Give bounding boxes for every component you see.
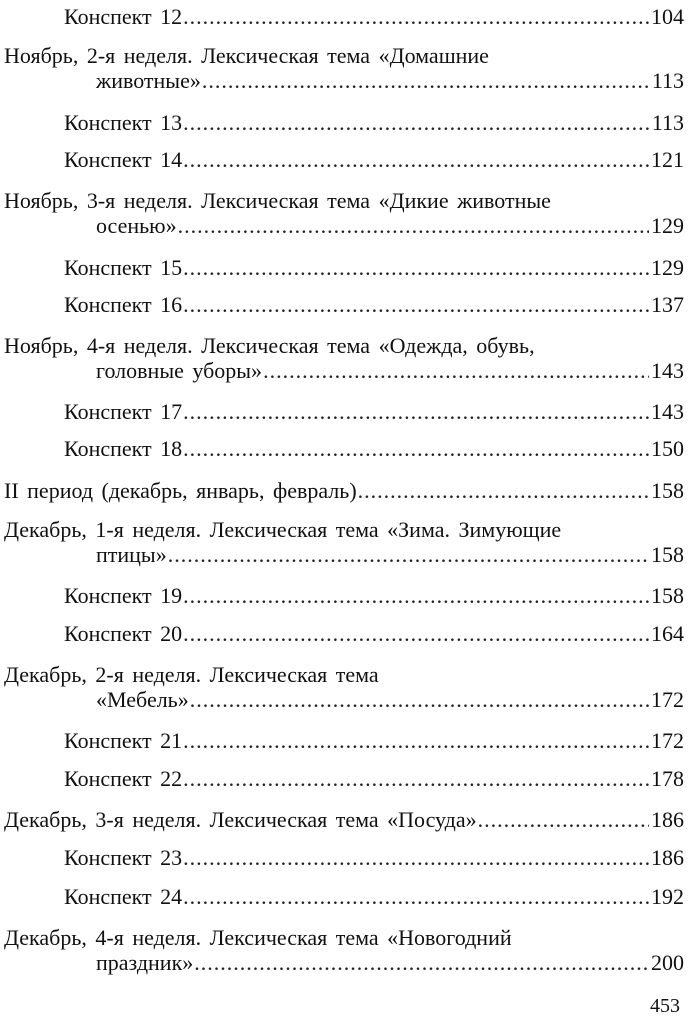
dot-leader [183,147,649,172]
toc-entry-label: II период (декабрь, январь, февраль) [4,478,357,503]
dot-leader [183,766,649,791]
toc-entry-page: 113 [651,68,684,93]
dot-leader [183,621,649,646]
toc-entry-label: Декабрь, 2-я неделя. Лексическая тема [4,662,379,687]
toc-entry-page: 104 [651,4,684,29]
toc-entry-label: Ноябрь, 4-я неделя. Лексическая тема «Одежда, обувь, [4,333,535,358]
toc-entry-page: 172 [651,728,684,753]
toc-entry-label-continued: головные уборы» [96,358,263,383]
toc-entry-page: 143 [651,399,684,424]
dot-leader [183,583,649,608]
page-number: 453 [650,995,680,1017]
toc-entry[interactable] [0,662,688,712]
toc-entry-page: 143 [651,358,684,383]
toc-entry-page: 158 [651,583,684,608]
toc-entry[interactable] [0,147,688,172]
dot-leader [190,687,649,712]
dot-leader [183,884,649,909]
toc-entry[interactable] [0,292,688,317]
toc-entry-label-continued: осенью» [96,213,177,238]
toc-entry[interactable] [0,925,688,975]
dot-leader [202,68,650,93]
toc-entry-label-continued: праздник» [96,950,194,975]
toc-entry-page: 129 [651,213,684,238]
toc-entry-label-continued: птицы» [96,542,167,567]
toc-entry-label: Декабрь, 4-я неделя. Лексическая тема «Новогодний [4,925,512,950]
toc-entry-page: 178 [651,766,684,791]
toc-entry-page: 129 [651,255,684,280]
dot-leader [183,292,649,317]
toc-entry-label: Конспект 15 [64,255,183,280]
toc-entry[interactable] [0,728,688,753]
toc-entry[interactable] [0,807,688,832]
dot-leader [183,728,649,753]
toc-entry-label: Конспект 16 [64,292,183,317]
toc-entry-label-continued: животные» [96,68,201,93]
toc-entry-label: Конспект 23 [64,845,183,870]
toc-entry[interactable] [0,399,688,424]
toc-entry-label: Конспект 17 [64,399,183,424]
toc-entry-label: Ноябрь, 3-я неделя. Лексическая тема «Дикие животные [4,188,551,213]
toc-entry-page: 158 [651,542,684,567]
dot-leader [263,358,649,383]
toc-entry-label: Конспект 14 [64,147,183,172]
toc-entry[interactable] [0,583,688,608]
dot-leader [168,542,649,567]
toc-entry-label: Декабрь, 1-я неделя. Лексическая тема «Зима. Зимующие [4,517,562,542]
toc-entry-label: Конспект 22 [64,766,183,791]
toc-entry-page: 192 [651,884,684,909]
dot-leader [183,399,649,424]
toc-entry-page: 164 [651,621,684,646]
dot-leader [183,255,649,280]
toc-entry[interactable] [0,110,688,135]
toc-entry[interactable] [0,766,688,791]
dot-leader [178,213,649,238]
toc-entry[interactable] [0,517,688,567]
dot-leader [194,950,649,975]
toc-entry-page: 150 [651,436,684,461]
toc-entry[interactable] [0,884,688,909]
toc-entry[interactable] [0,478,688,503]
toc-entry-label: Конспект 13 [64,110,183,135]
toc-entry[interactable] [0,845,688,870]
dot-leader [183,845,649,870]
toc-entry[interactable] [0,436,688,461]
toc-entry-label: Конспект 12 [64,4,183,29]
toc-entry-page: 121 [651,147,684,172]
toc-entry[interactable] [0,188,688,238]
toc-entry[interactable] [0,4,688,29]
toc-entry-label: Конспект 24 [64,884,183,909]
toc-entry-page: 186 [651,845,684,870]
dot-leader [478,807,649,832]
dot-leader [358,478,649,503]
toc-entry-label: Конспект 20 [64,621,183,646]
toc-entry-page: 113 [651,110,684,135]
toc-entry-label: Конспект 21 [64,728,183,753]
toc-entry-label: Конспект 18 [64,436,183,461]
toc-entry-page: 158 [651,478,684,503]
toc-entry-label: Конспект 19 [64,583,183,608]
dot-leader [183,4,649,29]
toc-entry[interactable] [0,255,688,280]
toc-entry-page: 186 [651,807,684,832]
toc-entry[interactable] [0,43,688,93]
toc-entry-page: 137 [651,292,684,317]
toc-entry[interactable] [0,333,688,383]
dot-leader [183,436,649,461]
toc-entry[interactable] [0,621,688,646]
toc-entry-page: 200 [651,950,684,975]
toc-entry-label: Ноябрь, 2-я неделя. Лексическая тема «Домашние [4,43,489,68]
toc-entry-label: Декабрь, 3-я неделя. Лексическая тема «Посуда» [4,807,477,832]
toc-entry-label-continued: «Мебель» [96,687,189,712]
toc-entry-page: 172 [651,687,684,712]
dot-leader [183,110,650,135]
